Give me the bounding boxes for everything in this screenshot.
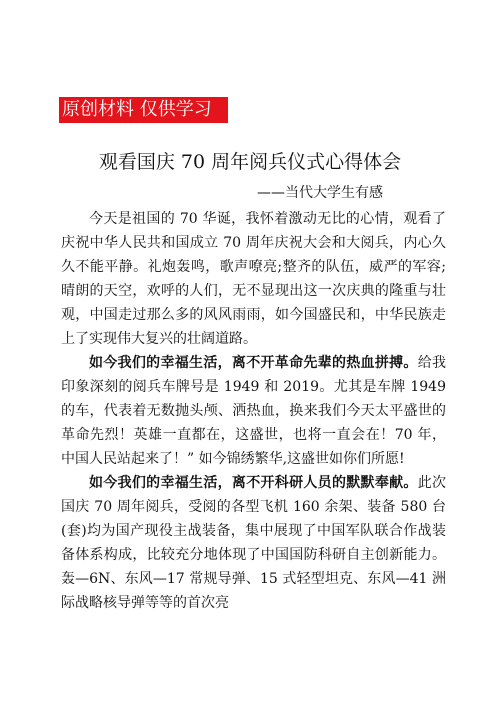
document-body bbox=[61, 207, 446, 615]
source-banner: 原创材料 仅供学习 bbox=[59, 97, 228, 123]
paragraph-text: 给我印象深刻的阅兵车牌号是 1949 和 2019。尤其是车牌 1949 的车，代表着无数抛头颅、洒热血，换来我们今天太平盛世的革命先烈！英雄一直都在，这盛世，也将一直会在！70 年，中国人民站起来了！” 如今锦绣繁华,这盛世如你们所愿! bbox=[61, 355, 447, 467]
paragraph-text: 今天是祖国的 70 华诞，我怀着激动无比的心情，观看了庆祝中华人民共和国成立 70 周年庆祝大会和大阅兵，内心久久不能平静。礼炮轰鸣，歌声嘹亮;整齐的队伍，威严的军容;晴朗的天空，欢呼的人们，无不显现出这一次庆典的隆重与壮观，中国走过那么多的风风雨雨，如今国盛民和，中华民族走上了实现伟大复兴的壮阔道路。 bbox=[61, 211, 446, 347]
document-title: 观看国庆 70 周年阅兵仪式心得体会 bbox=[98, 151, 402, 173]
paragraph-lead: 如今我们的幸福生活，离不开革命先辈的热血拼搏。 bbox=[89, 355, 418, 371]
paragraph-text: 此次国庆 70 周年阅兵，受阅的各型飞机 160 余架、装备 580 台(套)均为国产现役主战装备，集中展现了中国军队联合作战装备体系构成，比较充分地体现了中国国防科研自主创新能力。轰—6N、东风—17 常规导弹、15 式轻型坦克、东风—41 洲际战略核导弹等等的首次亮 bbox=[61, 475, 447, 611]
paragraph-lead: 如今我们的幸福生活，离不开科研人员的默默奉献。 bbox=[89, 475, 418, 491]
paragraph-2 bbox=[61, 351, 446, 471]
document-subtitle: ——当代大学生有感 bbox=[257, 185, 383, 201]
paragraph-3 bbox=[61, 471, 446, 615]
paragraph-1 bbox=[61, 207, 446, 351]
